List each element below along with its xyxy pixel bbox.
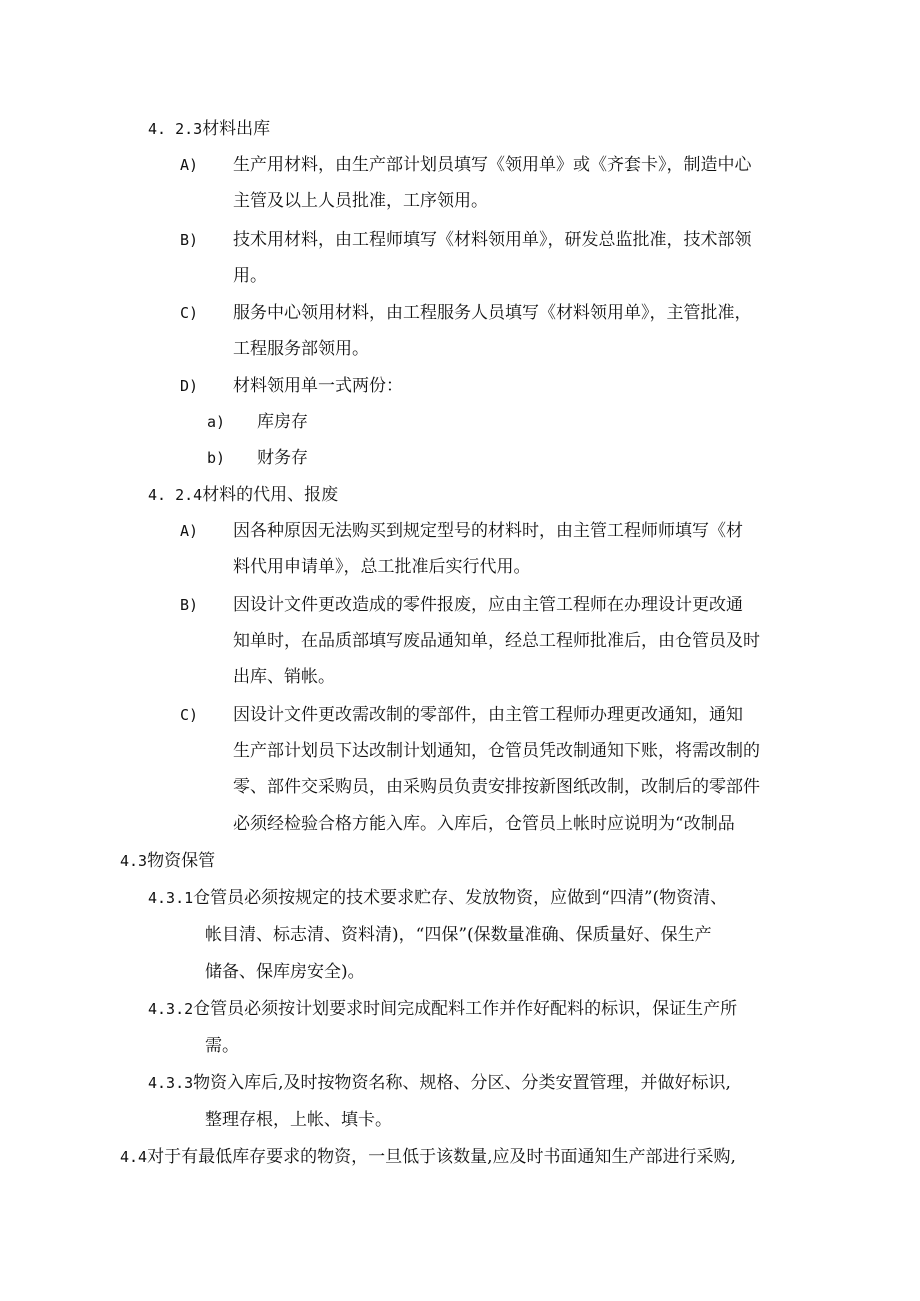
clause-number: 4.3.3: [148, 1074, 194, 1092]
clause-number: 4.3.1: [148, 889, 194, 907]
item-text: 出库、销帐。: [233, 667, 335, 687]
clause-text: 需。: [205, 1036, 239, 1056]
item-label: A): [180, 522, 199, 540]
item-text: 技术用材料，由工程师填写《材料领用单》，研发总监批准，技术部领: [233, 230, 752, 250]
subitem-text: 财务存: [257, 448, 308, 468]
section-heading-4-2-3: [148, 118, 270, 140]
item-text: 生产用材料，由生产部计划员填写《领用单》或《齐套卡》，制造中心: [233, 155, 752, 175]
item-text: 零、部件交采购员，由采购员负责安排按新图纸改制，改制后的零部件: [233, 777, 760, 797]
subitem-text: 库房存: [257, 412, 308, 432]
item-label: B): [180, 596, 199, 614]
clause-text: 帐目清、标志清、资料清)，“四保”(保数量准确、保质量好、保生产: [205, 925, 712, 945]
item-text: 因各种原因无法购买到规定型号的材料时，由主管工程师师填写《材: [233, 521, 743, 541]
subitem-label: b): [207, 449, 226, 467]
section-number: 4.3: [120, 852, 148, 870]
item-label: A): [180, 156, 199, 174]
item-text: 因设计文件更改造成的零件报废，应由主管工程师在办理设计更改通: [233, 595, 743, 615]
section-title: 物资保管: [147, 851, 216, 871]
clause-4-3-1: [148, 887, 727, 909]
clause-text: 储备、保库房安全)。: [205, 962, 365, 982]
item-text: 服务中心领用材料，由工程服务人员填写《材料领用单》，主管批准，: [233, 303, 752, 323]
clause-4-3-2: [148, 998, 737, 1020]
clause-text: 仓管员必须按规定的技术要求贮存、发放物资，应做到“四清”(物资清、: [193, 888, 728, 908]
section-number: 4. 2.3: [148, 120, 203, 138]
item-text: 工程服务部领用。: [233, 339, 369, 359]
item-text: 料代用申请单》，总工批准后实行代用。: [233, 557, 531, 577]
item-text: 因设计文件更改需改制的零部件，由主管工程师办理更改通知，通知: [233, 705, 743, 725]
item-label: C): [180, 304, 199, 322]
item-text: 必须经检验合格方能入库。入库后，仓管员上帐时应说明为“改制品: [233, 814, 735, 834]
section-title: 材料出库: [202, 119, 271, 139]
section-number: 4. 2.4: [148, 486, 203, 504]
item-text: 知单时，在品质部填写废品通知单，经总工程师批准后，由仓管员及时: [233, 631, 760, 651]
clause-text: 物资入库后,及时按物资名称、规格、分区、分类安置管理，并做好标识,: [193, 1073, 731, 1093]
item-label: C): [180, 706, 199, 724]
section-heading-4-3: [120, 850, 215, 872]
item-text: 材料领用单一式两份：: [233, 376, 403, 396]
section-heading-4-4: [120, 1146, 736, 1168]
section-title: 材料的代用、报废: [202, 485, 339, 505]
section-heading-4-2-4: [148, 484, 338, 506]
subitem-label: a): [207, 413, 226, 431]
item-text: 生产部计划员下达改制计划通知，仓管员凭改制通知下账，将需改制的: [233, 741, 760, 761]
clause-text: 整理存根，上帐、填卡。: [205, 1110, 392, 1130]
item-text: 主管及以上人员批准，工序领用。: [233, 191, 488, 211]
clause-number: 4.3.2: [148, 1000, 194, 1018]
item-text: 用。: [233, 266, 267, 286]
item-label: D): [180, 377, 199, 395]
clause-text: 仓管员必须按计划要求时间完成配料工作并作好配料的标识，保证生产所: [193, 999, 738, 1019]
clause-4-3-3: [148, 1072, 731, 1094]
section-text: 对于有最低库存要求的物资，一旦低于该数量,应及时书面通知生产部进行采购,: [147, 1147, 736, 1167]
item-label: B): [180, 231, 199, 249]
section-number: 4.4: [120, 1148, 148, 1166]
